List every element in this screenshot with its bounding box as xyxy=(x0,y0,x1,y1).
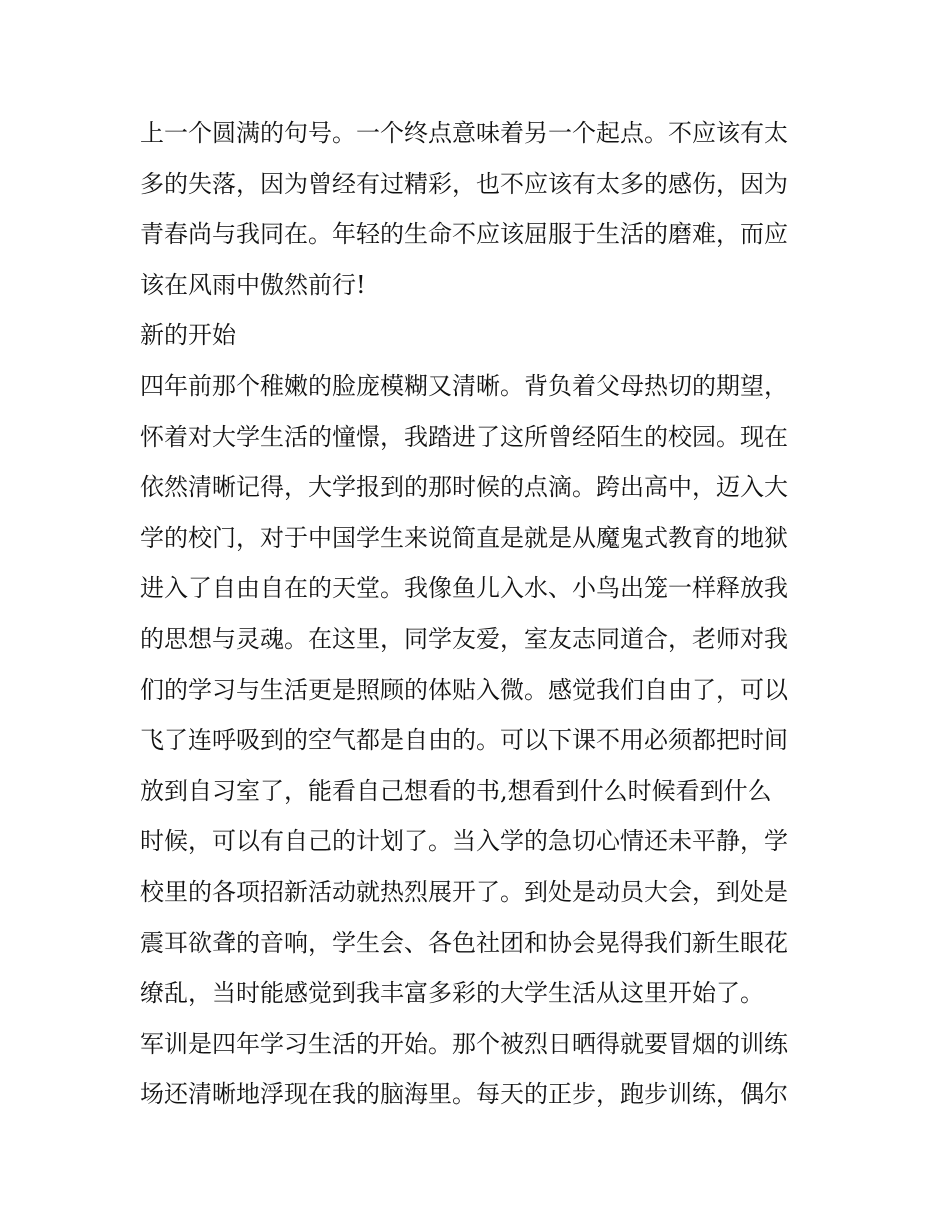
text-line: 们的学习与生活更是照顾的体贴入微。感觉我们自由了，可以 xyxy=(140,675,788,704)
text-line: 军训是四年学习生活的开始。那个被烈日晒得就要冒烟的训练 xyxy=(140,1029,788,1058)
text-line: 依然清晰记得，大学报到的那时候的点滴。跨出高中，迈入大 xyxy=(140,473,788,502)
body-text xyxy=(140,108,820,1120)
text-line: 青春尚与我同在。年轻的生命不应该屈服于生活的磨难，而应 xyxy=(140,220,788,249)
text-line: 四年前那个稚嫩的脸庞模糊又清晰。背负着父母热切的期望， xyxy=(140,371,788,400)
text-line: 进入了自由自在的天堂。我像鱼儿入水、小鸟出笼一样释放我 xyxy=(140,574,788,603)
text-line: 放到自习室了，能看自己想看的书,想看到什么时候看到什么 xyxy=(140,776,772,805)
section-heading: 新的开始 xyxy=(140,321,236,350)
text-line: 的思想与灵魂。在这里，同学友爱，室友志同道合，老师对我 xyxy=(140,624,788,653)
text-line: 飞了连呼吸到的空气都是自由的。可以下课不用必须都把时间 xyxy=(140,726,788,755)
text-line: 震耳欲聋的音响，学生会、各色社团和协会晃得我们新生眼花 xyxy=(140,928,788,957)
text-line: 校里的各项招新活动就热烈展开了。到处是动员大会，到处是 xyxy=(140,877,788,906)
text-line: 场还清晰地浮现在我的脑海里。每天的正步，跑步训练，偶尔 xyxy=(140,1080,788,1109)
text-line: 学的校门，对于中国学生来说简直是就是从魔鬼式教育的地狱 xyxy=(140,523,788,552)
text-line: 多的失落，因为曾经有过精彩，也不应该有太多的感伤，因为 xyxy=(140,169,788,198)
text-line: 时候，可以有自己的计划了。当入学的急切心情还未平静，学 xyxy=(140,827,788,856)
text-line: 该在风雨中傲然前行! xyxy=(140,270,366,299)
text-line: 怀着对大学生活的憧憬，我踏进了这所曾经陌生的校园。现在 xyxy=(140,422,788,451)
text-line: 缭乱，当时能感觉到我丰富多彩的大学生活从这里开始了。 xyxy=(140,979,764,1008)
text-line: 上一个圆满的句号。一个终点意味着另一个起点。不应该有太 xyxy=(140,119,788,147)
